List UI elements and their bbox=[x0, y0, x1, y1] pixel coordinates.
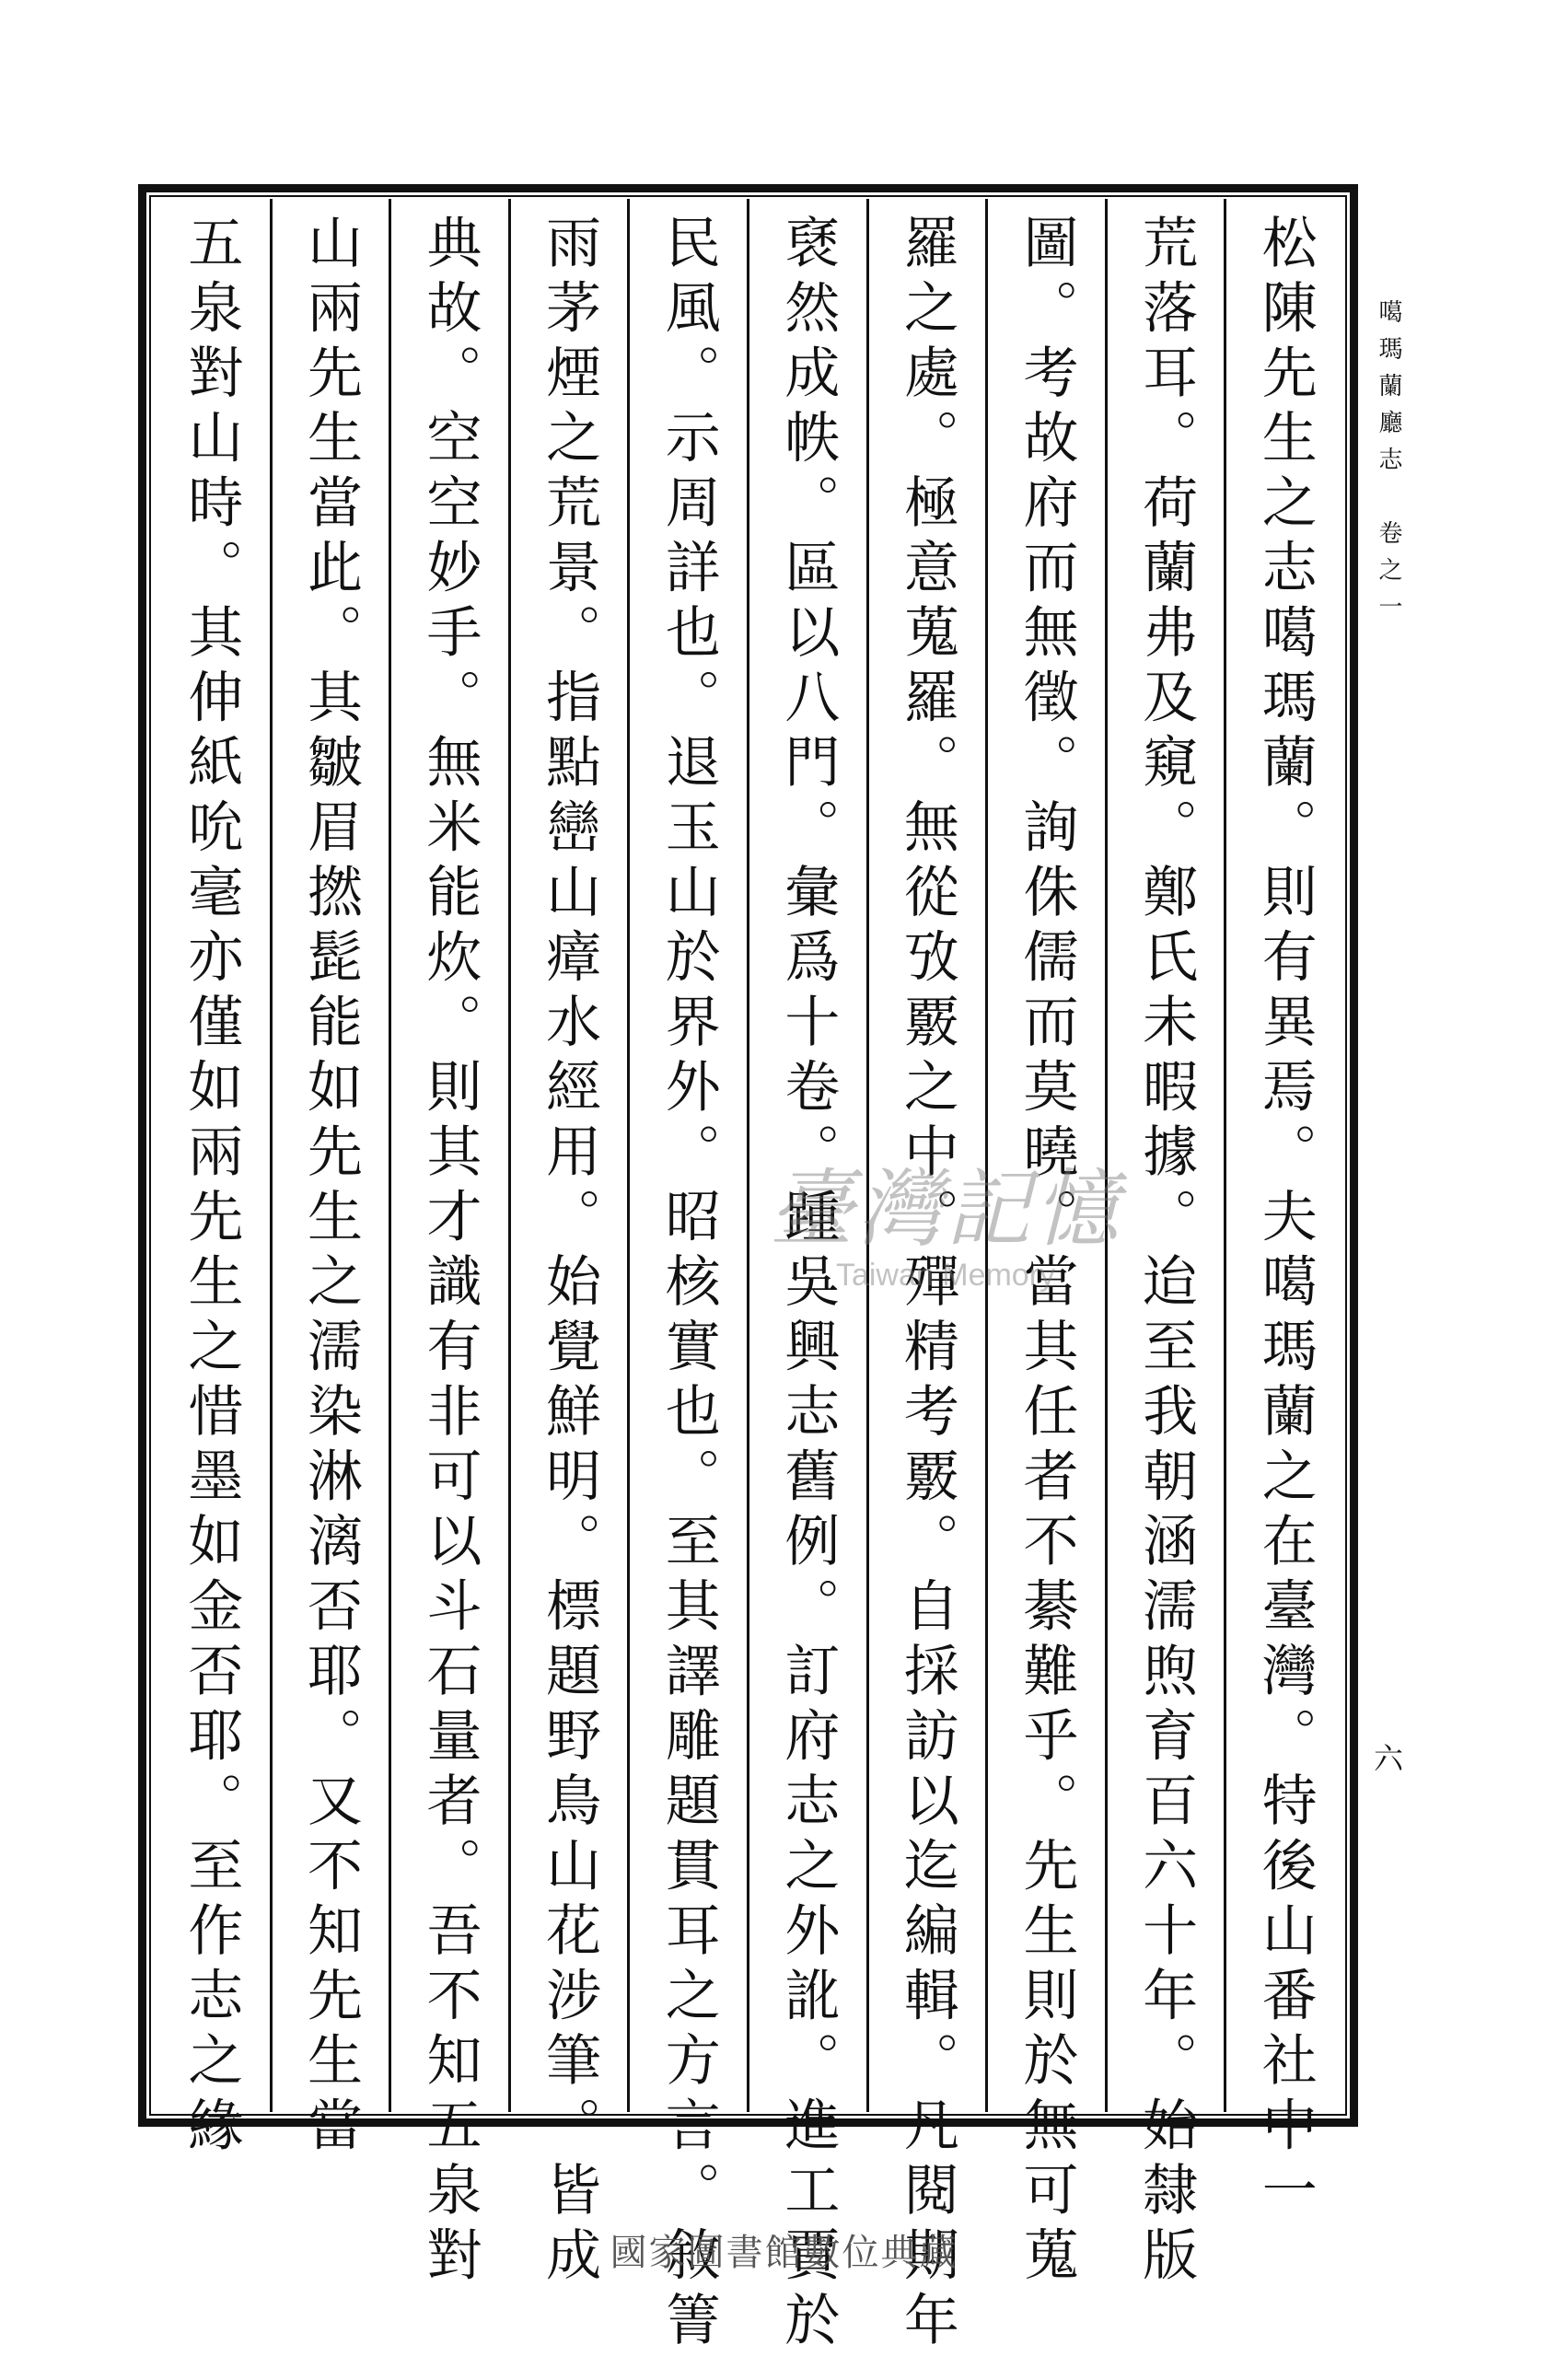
text-column bbox=[389, 199, 508, 2291]
text-column bbox=[985, 199, 1105, 2291]
column-text: 典故。空空妙手。無米能炊。則其才識有非可以斗石量者。吾不知五泉對 bbox=[417, 214, 482, 2291]
text-column bbox=[747, 199, 866, 2356]
text-column bbox=[627, 199, 747, 2356]
watermark-subtitle: Taiwan Memory bbox=[835, 1258, 1056, 1293]
running-head: 噶瑪蘭廳志 卷之一 bbox=[1375, 299, 1402, 631]
column-text: 五泉對山時。其伸紙吮毫亦僅如兩先生之惜墨如金否耶。至作志之緣 bbox=[179, 214, 244, 2161]
footer-caption: 國家圖書館數位典藏 bbox=[610, 2232, 958, 2274]
column-text: 雨茅煙之荒景。指點巒山瘴水經用。始覺鮮明。標題野鳥山花涉筆。皆成 bbox=[537, 214, 602, 2291]
column-text: 民風。示周詳也。退玉山於界外。昭核實也。至其譯雕題貫耳之方言。敘箐 bbox=[656, 214, 721, 2356]
column-text: 松陳先生之志噶瑪蘭。則有異焉。夫噶瑪蘭之在臺灣。特後山番社中一 bbox=[1252, 214, 1318, 2226]
text-column bbox=[866, 199, 986, 2356]
watermark-logo-text: 臺灣記憶 bbox=[769, 1160, 1123, 1259]
text-column bbox=[1224, 199, 1343, 2226]
column-text: 圖。考故府而無徵。詢侏儒而莫曉。當其任者不綦難乎。先生則於無可蒐 bbox=[1014, 214, 1079, 2291]
text-column bbox=[508, 199, 628, 2291]
column-text: 褎然成帙。區以八門。彙爲十卷。踵吳興志舊例。訂府志之外訛。進工賈於 bbox=[775, 214, 841, 2356]
text-column bbox=[153, 199, 270, 2161]
text-column bbox=[270, 199, 389, 2161]
column-text: 荒落耳。荷蘭弗及窺。鄭氏未暇據。迨至我朝涵濡煦育百六十年。始隸版 bbox=[1133, 214, 1199, 2291]
column-text: 山兩先生當此。其皺眉撚髭能如先生之濡染淋漓否耶。又不知先生當 bbox=[297, 214, 363, 2161]
column-text: 羅之處。極意蒐羅。無從攷覈之中。殫精考覈。自採訪以迄編輯。凡閱期年 bbox=[894, 214, 959, 2356]
page-number: 六 bbox=[1374, 1741, 1404, 1776]
text-column bbox=[1105, 199, 1225, 2291]
